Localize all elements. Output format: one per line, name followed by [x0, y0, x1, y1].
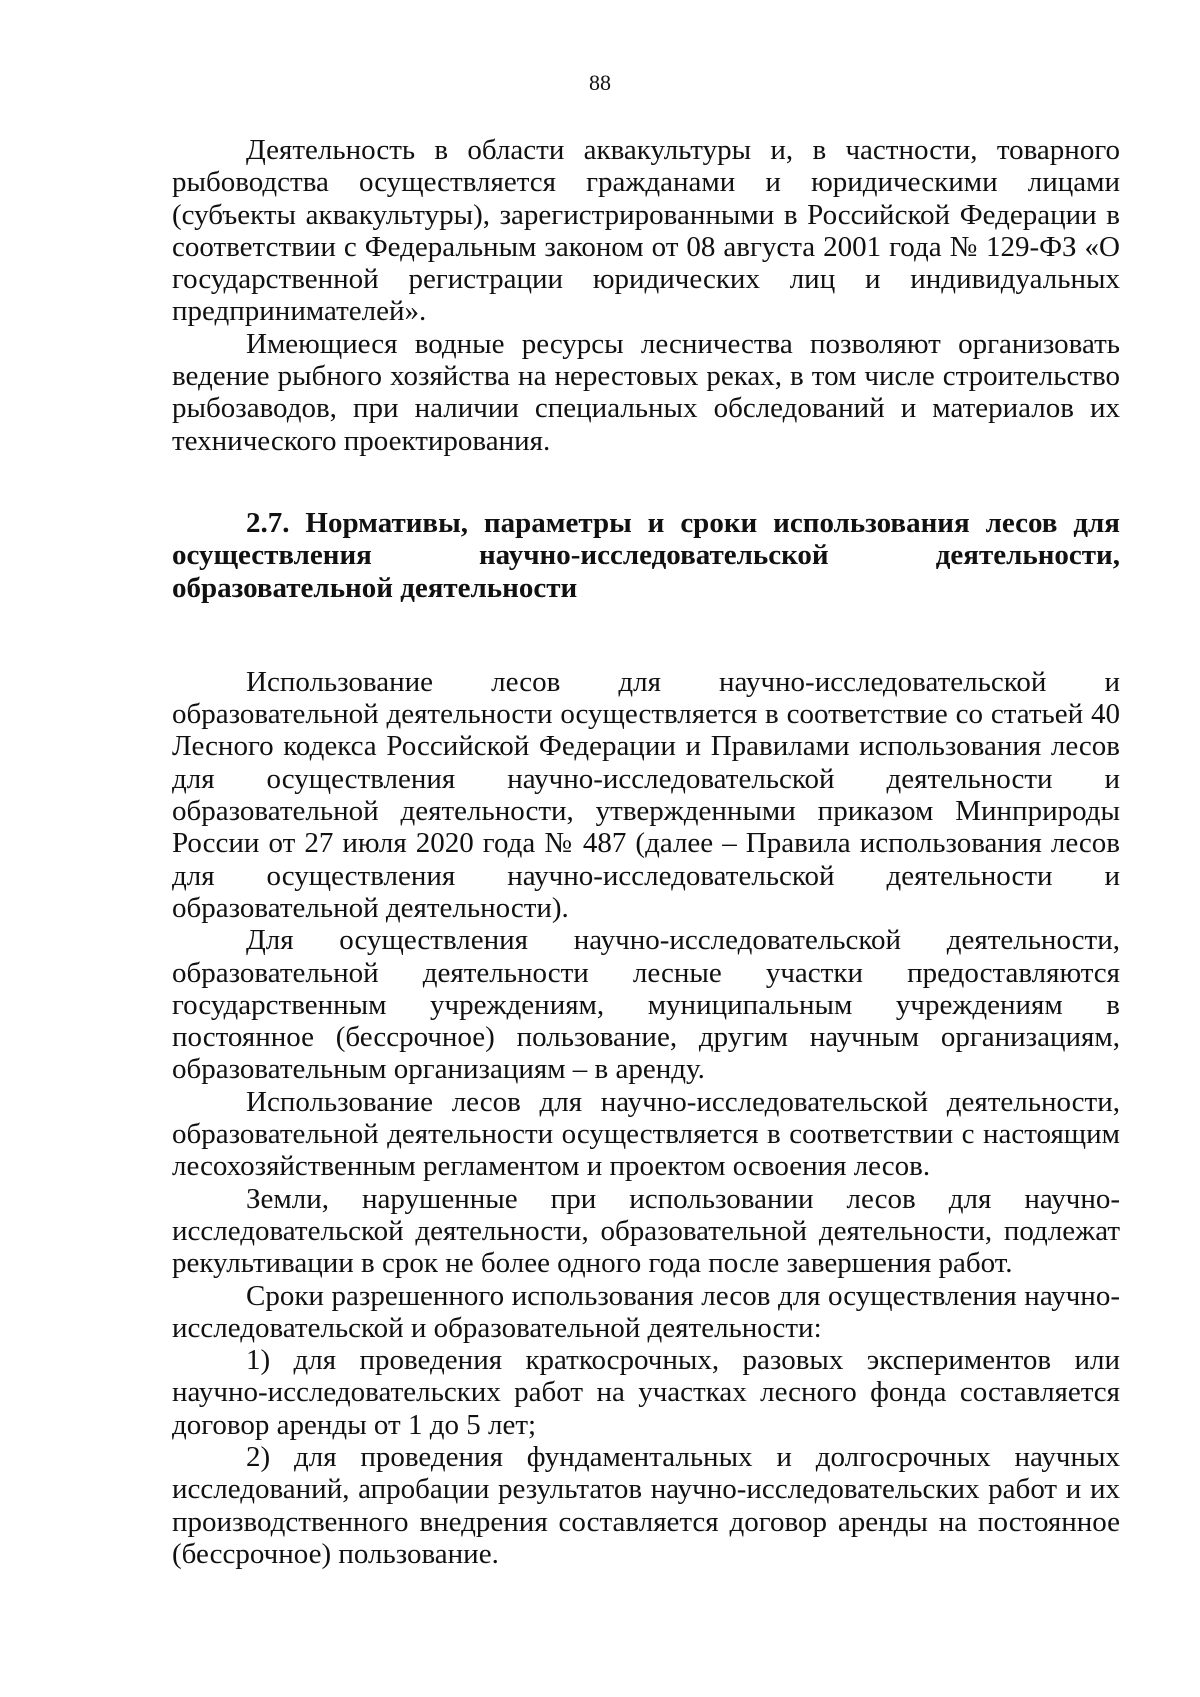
- section-paragraph-3: Использование лесов для научно-исследовательской деятельности, образовательной деятельности осуществляется в соответствии с настоящим лесохозяйственным регламентом и проектом освоения лесов.: [172, 1085, 1120, 1183]
- heading-spacer: [172, 604, 1120, 666]
- list-item-1: 1) для проведения краткосрочных, разовых экспериментов или научно-исследовательских работ на участках лесного фонда составляется договор аренды от 1 до 5 лет;: [172, 1344, 1120, 1441]
- section-paragraph-1: Использование лесов для научно-исследовательской и образовательной деятельности осуществляется в соответствие со статьей 40 Лесного кодекса Российской Федерации и Правилами использования лесов для осуществления научно-исследовательской деятельности и образовательной деятельности, утвержденными приказом Минприроды России от 27 июля 2020 года № 487 (далее – Правила использования лесов для осуществления научно-исследовательской деятельности и образовательной деятельности).: [172, 665, 1120, 924]
- section-paragraph-5: Сроки разрешенного использования лесов для осуществления научно-исследовательской и образовательной деятельности:: [172, 1279, 1120, 1344]
- section-paragraph-4: Земли, нарушенные при использовании лесов для научно-исследовательской деятельности, образовательной деятельности, подлежат рекультивации в срок не более одного года после завершения работ.: [172, 1182, 1120, 1280]
- intro-paragraph-1: Деятельность в области аквакультуры и, в частности, товарного рыбоводства осуществляется гражданами и юридическими лицами (субъекты аквакультуры), зарегистрированными в Российской Федерации в соответствии с Федеральным законом от 08 августа 2001 года № 129-ФЗ «О государственной регистрации юридических лиц и индивидуальных предпринимателей».: [172, 134, 1120, 328]
- intro-paragraph-2: Имеющиеся водные ресурсы лесничества позволяют организовать ведение рыбного хозяйства на нерестовых реках, в том числе строительство рыбозаводов, при наличии специальных обследований и материалов их технического проектирования.: [172, 327, 1120, 457]
- page-content: [172, 134, 1120, 1570]
- section-paragraph-2: Для осуществления научно-исследовательской деятельности, образовательной деятельности лесные участки предоставляются государственным учреждениям, муниципальным учреждениям в постоянное (бессрочное) пользование, другим научным организациям, образовательным организациям – в аренду.: [172, 924, 1120, 1086]
- section-heading: 2.7. Нормативы, параметры и сроки использования лесов для осуществления научно-исследовательской деятельности, образовательной деятельности: [172, 506, 1120, 604]
- page-number: 88: [589, 70, 611, 95]
- list-item-2: 2) для проведения фундаментальных и долгосрочных научных исследований, апробации результатов научно-исследовательских работ и их производственного внедрения составляется договор аренды на постоянное (бессрочное) пользование.: [172, 1440, 1120, 1570]
